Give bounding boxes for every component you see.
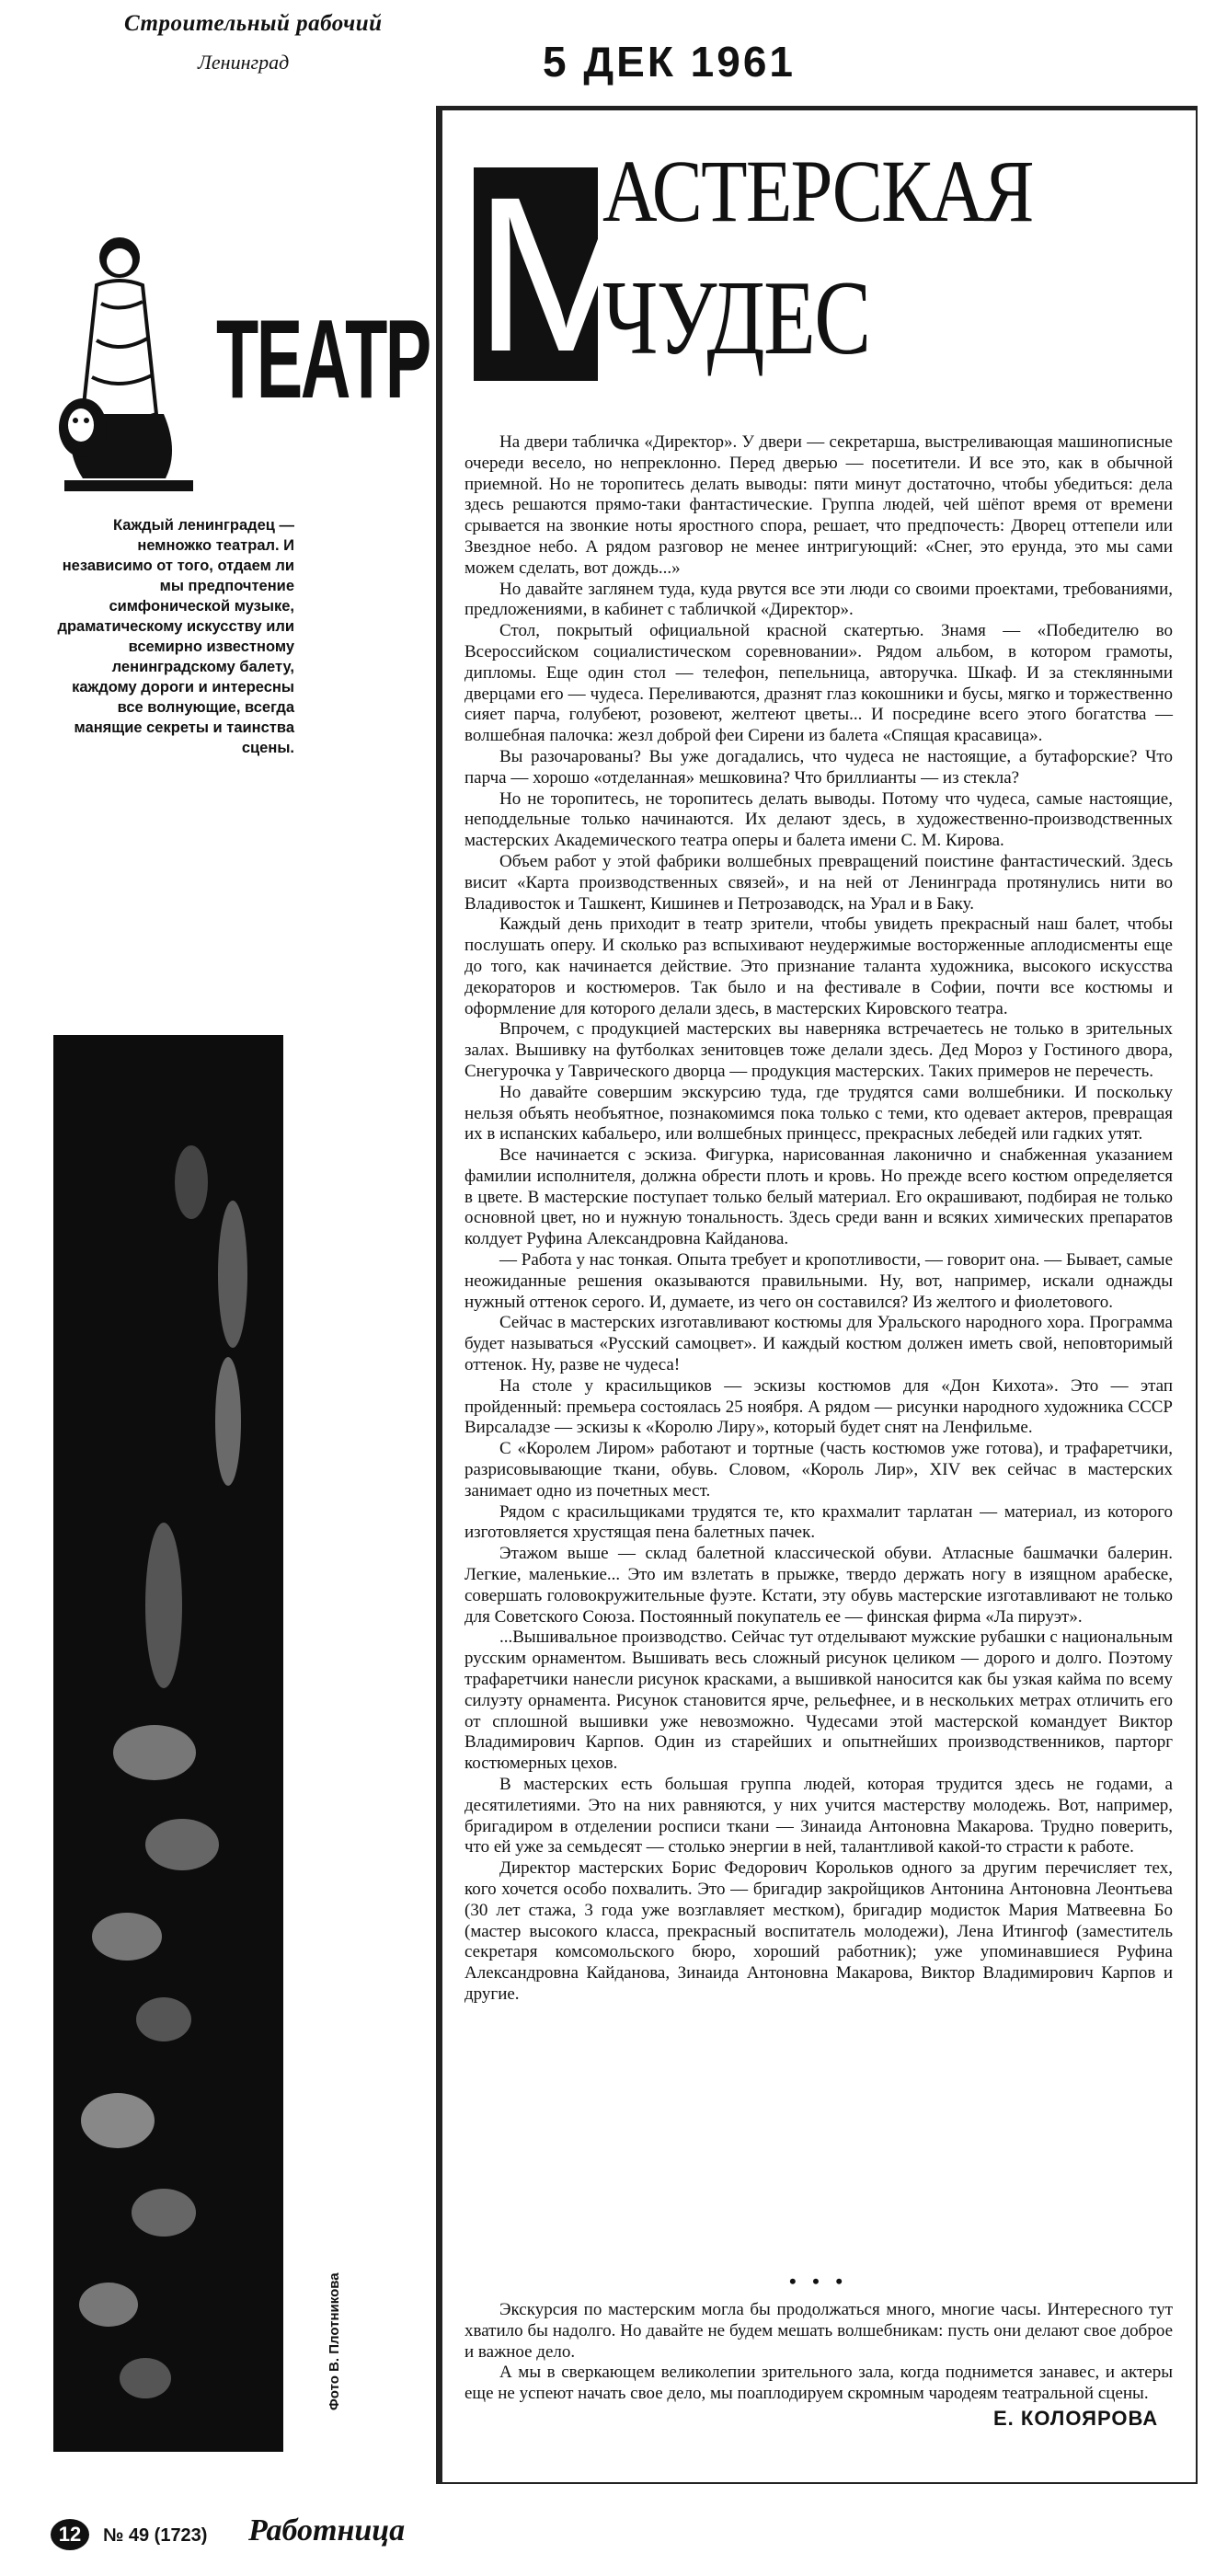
paragraph: На столе у красильщиков — эскизы костюмов для «Дон Кихота». Это — этап пройденный: премьера состоялась 25 ноября. А рядом — рисунки народного художника СССР Вирсаладзе — эскизы к «Королю Лиру», который будет снят на Ленфильме. [464,1375,1173,1438]
section-separator: • • • [788,2270,849,2293]
paragraph: Все начинается с эскиза. Фигурка, нарисованная лаконично и снабженная указанием фамилии исполнителя, должна обрести плоть и кровь. Но прежде всего костюм определяется в цвете. В мастерские поступает только белый материал. Его окрашивают, подбирая не только основной цвет, но и нужную тональность. Здесь среди ванн и всяких химических препаратов колдует Руфина Александровна Кайданова. [464,1145,1173,1249]
title-line-2: ЧУДЕС [602,259,870,377]
paragraph: Вы разочарованы? Вы уже догадались, что чудеса не настоящие, а бутафорские? Что парча — хорошо «отделанная» мешковина? Что бриллианты — из стекла? [464,746,1173,788]
paragraph: Этажом выше — склад балетной классической обуви. Атласные башмачки балерин. Легкие, маленькие... Это им взлетать в прыжке, твердо держать ногу в изящном арабеске, совершать головокружительные фуэте. Кстати, эту обувь мастерские изготавливают не только для Советского Союза. Постоянный покупатель ее — финская фирма «Ла пируэт». [464,1544,1173,1627]
paragraph: Но давайте совершим экскурсию туда, где трудятся сами волшебники. И поскольку нельзя объять необъятное, познакомимся пока только с теми, кто одевает актеров, превращая их в испанских кабальеро, или волшебных принцесс, прекрасных лебедей или гадких утят. [464,1082,1173,1144]
paragraph: Сейчас в мастерских изготавливают костюмы для Уральского народного хора. Программа будет называться «Русский самоцвет». И каждый костюм должен иметь свой, неповторимый оттенок. Ну, разве не чудеса! [464,1313,1173,1375]
paragraph: ...Вышивальное производство. Сейчас тут отделывают мужские рубашки с национальным русским орнаментом. Вышивать весь сложный рисунок целиком — дорого и долго. Поэтому трафаретчики нанесли рисунок красками, а вышивкой наносится как бы узкая кайма по всему силуэту орнамента. Рисунок становится ярче, рельефнее, и в нескольких метрах отличить его от сплошной вышивки уже невозможно. Чудесами этой мастерской командует Виктор Владимирович Карпов. Один из старейших и опытнейших производственников, парторг костюмерных цехов. [464,1627,1173,1774]
paragraph: Экскурсия по мастерским могла бы продолжаться много, многие часы. Интересного тут хватило бы надолго. Но давайте не будем мешать волшебникам: пусть они делают свое доброе и важное дело. [464,2300,1173,2362]
section-title: ТЕАТР [216,296,430,421]
issue-number: № 49 (1723) [103,2525,208,2546]
article-closing [464,2300,1173,2405]
paragraph: Впрочем, с продукцией мастерских вы наверняка встречаетесь не только в зрительных залах. Вышивку на футболках зенитовцев тоже делали здесь. Дед Мороз у Гостиного двора, Снегурочка у Таврического дворца — продукция мастерских. Таких примеров не перечесть. [464,1019,1173,1081]
paragraph: Но давайте заглянем туда, куда рвутся все эти люди со своими проектами, требованиями, предложениями, в кабинет с табличкой «Директор». [464,579,1173,620]
paragraph: Стол, покрытый официальной красной скатертью. Знамя — «Победителю во Всероссийском социалистическом соревновании». Рядом альбом, в котором грамоты, дипломы. Еще один стол — телефон, пепельница, авторучка. Шкаф. И за стеклянными дверцами его — чудеса. Переливаются, дразнят глаз кокошники и бусы, мягко и торжественно сияет парча, голубеют, розовеют, желтеют цветы... И посредине всего этого богатства — волшебная палочка: жезл доброй феи Сирени из балета «Спящая красавица». [464,621,1173,746]
newspaper-city: Ленинград [198,51,290,74]
magazine-logo: Работница [248,2513,406,2547]
paragraph: В мастерских есть большая группа людей, которая трудится здесь не годами, а десятилетиями. Это на них равняются, у них учится мастерству молодежь. Вот, например, бригадиром в отделении росписи ткани — Зинаида Антоновна Макарова. Трудно поверить, что ей уже за семьдесят — столько энергии в ней, талантливой какой-то страсти к работе. [464,1775,1173,1857]
article-body [464,432,1173,2006]
paragraph: А мы в сверкающем великолепии зрительного зала, когда поднимется занавес, и актеры еще не успеют начать свое дело, мы поаплодируем скромным чародеям театральной сцены. [464,2363,1173,2404]
paragraph: С «Королем Лиром» работают и тортные (часть костюмов уже готова), и трафаретчики, разрисовывающие ткани, обувь. Словом, «Король Лир», XIV век сейчас в мастерских занимает одно из почетных мест. [464,1439,1173,1501]
paragraph: Но не торопитесь, не торопитесь делать выводы. Потому что чудеса, самые настоящие, неподдельные только начинаются. Их делают здесь, в художественно-производственных мастерских Академического театра оперы и балета имени С. М. Кирова. [464,788,1173,851]
section-lede: Каждый ленинградец — немножко театрал. И независимо от того, отдаем ли мы предпочтение симфонической музыке, драматическому искусству или всемирно известному ленинградскому балету, каждому дороги и интересны все волнующие, всегда манящие секреты и таинства сцены. [57,517,294,756]
paragraph: Объем работ у этой фабрики волшебных превращений поистине фантастический. Здесь висит «Карта производственных связей», и на ней от Ленинграда протянулись нити во Владивосток и Ташкент, Кишинев и Петрозаводск, на Урал и в Баку. [464,851,1173,914]
paragraph: Каждый день приходит в театр зрители, чтобы увидеть прекрасный наш балет, чтобы послушать оперу. И сколько раз вспыхивают неудержимые восторженные аплодисменты еще до того, как начинается действие. Это признание таланта художника, высокого искусства декораторов и костюмеров. Так было и на фестивале в Софии, почти все костюмы и оформление для которого делали здесь, в мастерских Кировского театра. [464,914,1173,1018]
paragraph: — Работа у нас тонкая. Опыта требует и кропотливости, — говорит она. — Бывает, самые неожиданные решения оказываются правильными. Ну, вот, например, искали однажды нужный оттенок серого. И, думаете, из чего он составился? Из желтого и фиолетового. [464,1250,1173,1312]
title-line-1: АСТЕРСКАЯ [602,142,1033,240]
stage-photo [53,1035,283,2452]
paragraph: Директор мастерских Борис Федорович Корольков одного за другим перечисляет тех, кого хочется особо похвалить. Это — бригадир закройщиков Антонина Антоновна Леонтьева (30 лет стажа, 3 года уже возглавляет местком), бригадир модисток Мария Матвеевна Бо (мастер высокого класса, прекрасный воспитатель молодежи), Лена Итингоф (заместитель секретаря комсомольского бюро, хороший работник); уже упоминавшиеся Руфина Александровна Кайданова, Зинаида Антоновна Макарова, Виктор Владимирович Карпов и другие. [464,1858,1173,2004]
date-stamp: 5 ДЕК 1961 [543,38,797,86]
page-number: 12 [51,2519,89,2550]
theatre-muse-icon [55,230,221,506]
article-author: Е. КОЛОЯРОВА [993,2407,1159,2430]
title-initial: М [474,151,658,397]
paragraph: Рядом с красильщиками трудятся те, кто крахмалит тарлатан — материал, из которого изготовляется хрустящая пена балетных пачек. [464,1501,1173,1543]
newspaper-name: Строительный рабочий [124,11,383,36]
photo-credit: Фото В. Плотникова [327,2272,342,2410]
paragraph: На двери табличка «Директор». У двери — секретарша, выстреливающая машинописные очереди весело, но непреклонно. Перед дверью — посетители. И все это, как в обычной приемной. Но не торопитесь делать выводы: пяти минут достаточно, чтобы убедиться: дела здесь решаются прямо-таки фантастические. Группа людей, чей шёпот время от времени срывается на звонкие ноты яростного спора, решает, что предпочесть: Дворец оттепели или Звездное небо. А рядом разговор не менее интригующий: «Снег, это ерунда, это мы сами можем сделать, вот дождь...» [464,432,1173,578]
